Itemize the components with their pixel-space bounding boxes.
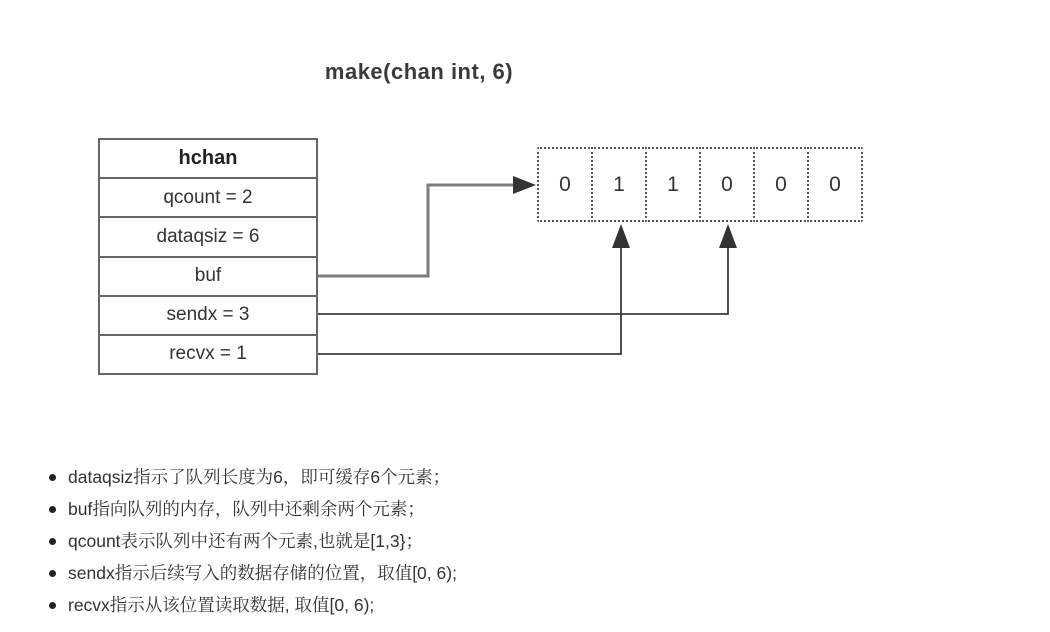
buffer-cell-2: 1 — [645, 147, 701, 222]
struct-field-dataqsiz: dataqsiz = 6 — [100, 216, 316, 255]
struct-field-sendx: sendx = 3 — [100, 295, 316, 334]
bullet-text: dataqsiz指示了队列长度为6，即可缓存6个元素； — [68, 467, 451, 487]
struct-field-buf: buf — [100, 256, 316, 295]
bullet-recvx — [48, 589, 457, 621]
buf-arrowhead-icon — [513, 176, 536, 194]
recvx-arrowhead-icon — [612, 224, 630, 248]
buffer-cell-3: 0 — [699, 147, 755, 222]
buffer-cell-1: 1 — [591, 147, 647, 222]
hchan-struct-table — [98, 138, 318, 375]
bullet-text: sendx指示后续写入的数据存储的位置，取值[0, 6); — [68, 563, 457, 583]
buffer-cell-5: 0 — [807, 147, 863, 222]
sendx-arrowhead-icon — [719, 224, 737, 248]
bullet-buf — [48, 493, 457, 525]
ring-buffer-array — [537, 147, 863, 222]
recvx-pointer-arrow — [318, 224, 630, 354]
buffer-cell-0: 0 — [537, 147, 593, 222]
buf-pointer-arrow — [318, 176, 536, 276]
buffer-cell-4: 0 — [753, 147, 809, 222]
diagram-title: make(chan int, 6) — [324, 59, 514, 84]
sendx-pointer-arrow — [318, 224, 737, 314]
explanation-list — [48, 461, 457, 621]
bullet-text: buf指向队列的内存，队列中还剩余两个元素； — [68, 499, 425, 519]
bullet-text: recvx指示从该位置读取数据, 取值[0, 6); — [68, 595, 375, 615]
struct-field-recvx: recvx = 1 — [100, 334, 316, 373]
bullet-text: qcount表示队列中还有两个元素,也就是[1,3}； — [68, 531, 423, 551]
bullet-dataqsiz — [48, 461, 457, 493]
bullet-sendx — [48, 557, 457, 589]
bullet-qcount — [48, 525, 457, 557]
struct-header: hchan — [178, 147, 238, 170]
struct-field-qcount: qcount = 2 — [100, 177, 316, 216]
